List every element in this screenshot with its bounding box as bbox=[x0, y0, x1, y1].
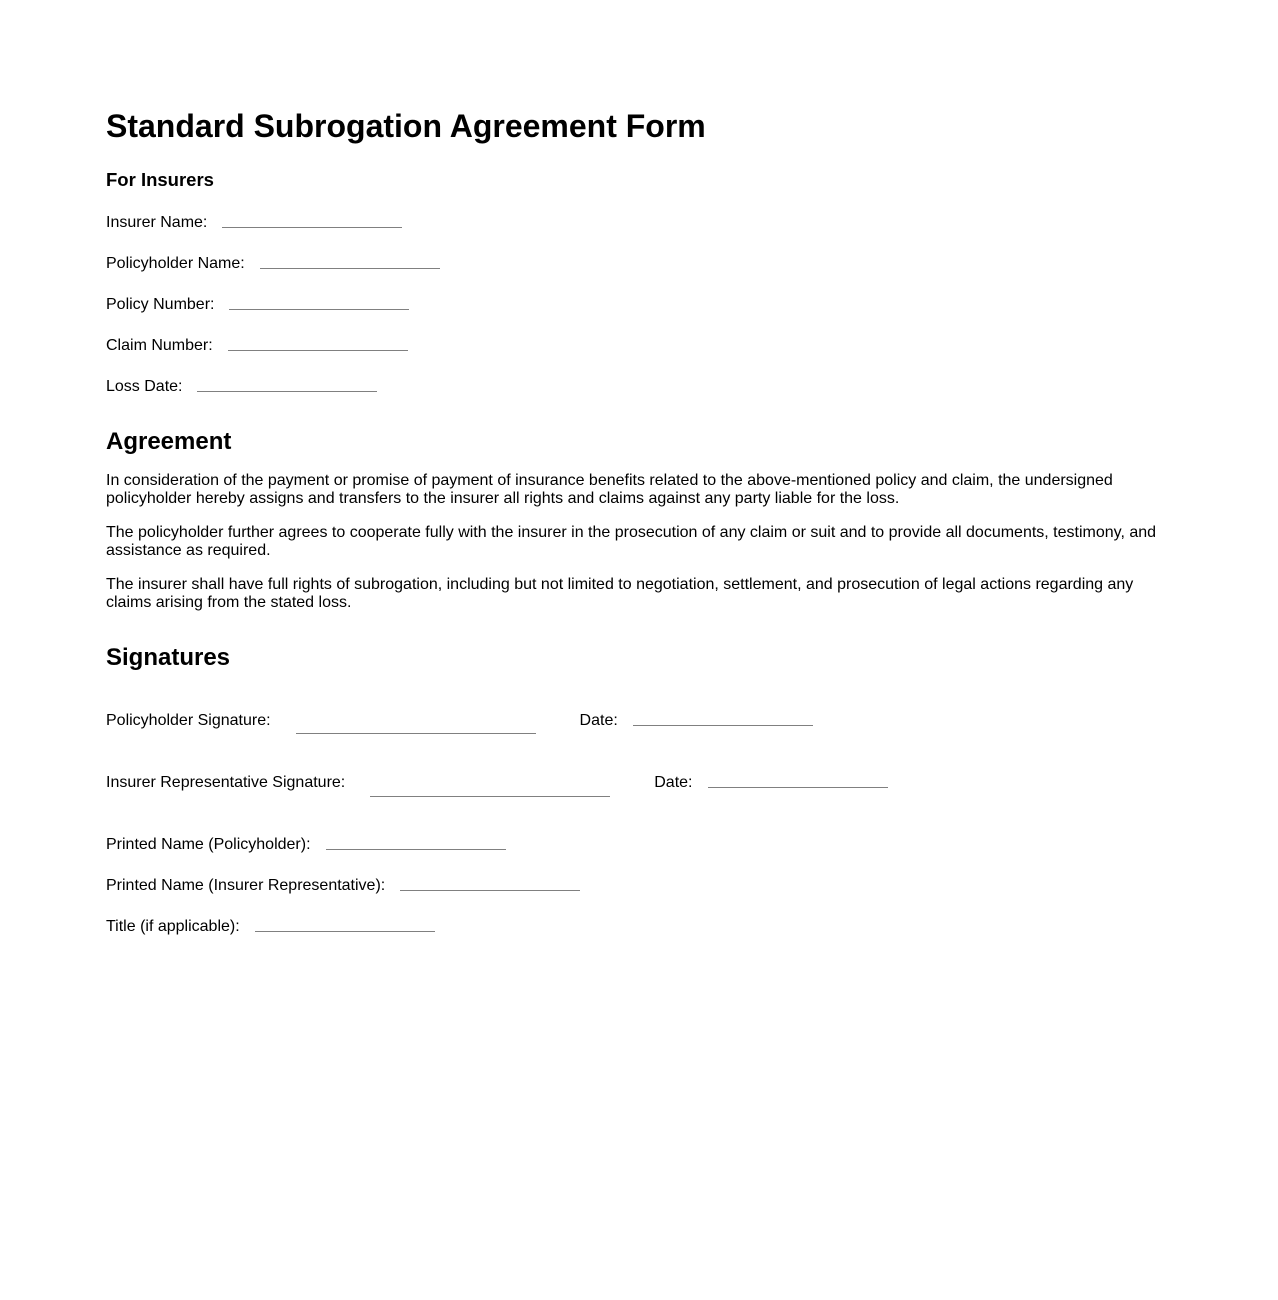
insurer-signature-row bbox=[106, 774, 888, 797]
policyholder-name-label: Policyholder Name: bbox=[106, 255, 245, 272]
policyholder-signature-row bbox=[106, 712, 813, 734]
policyholder-date-label: Date: bbox=[579, 712, 618, 729]
policyholder-signature-input[interactable] bbox=[296, 733, 536, 734]
policyholder-name-field bbox=[106, 255, 440, 273]
insurer-date-label: Date: bbox=[654, 774, 693, 791]
policy-number-label: Policy Number: bbox=[106, 296, 215, 313]
insurer-name-input[interactable] bbox=[222, 227, 402, 228]
printed-name-insurer-input[interactable] bbox=[400, 890, 580, 891]
insurer-signature-label: Insurer Representative Signature: bbox=[106, 774, 346, 791]
printed-name-policyholder-label: Printed Name (Policyholder): bbox=[106, 836, 311, 853]
policy-number-field bbox=[106, 296, 409, 314]
printed-name-policyholder-input[interactable] bbox=[326, 849, 506, 850]
title-field bbox=[106, 918, 435, 936]
insurer-name-label: Insurer Name: bbox=[106, 214, 208, 231]
agreement-heading: Agreement bbox=[106, 428, 232, 455]
loss-date-label: Loss Date: bbox=[106, 378, 183, 395]
policyholder-name-input[interactable] bbox=[260, 268, 440, 269]
agreement-paragraph-1: In consideration of the payment or promise of payment of insurance benefits related to the above-mentioned policy and claim, the undersigned policyholder hereby assigns and transfers to the insurer all rights and claims against any party liable for the loss. bbox=[106, 472, 1113, 507]
printed-name-insurer-field bbox=[106, 877, 580, 895]
insurer-date-input[interactable] bbox=[708, 787, 888, 788]
agreement-paragraph-3: The insurer shall have full rights of subrogation, including but not limited to negotiation, settlement, and prosecution of legal actions regarding any claims arising from the stated loss. bbox=[106, 576, 1134, 611]
policyholder-signature-label: Policyholder Signature: bbox=[106, 712, 271, 729]
loss-date-field bbox=[106, 378, 377, 396]
claim-number-field bbox=[106, 337, 408, 355]
insurer-signature-input[interactable] bbox=[370, 796, 610, 797]
printed-name-insurer-label: Printed Name (Insurer Representative): bbox=[106, 877, 386, 894]
policy-number-input[interactable] bbox=[229, 309, 409, 310]
agreement-paragraph-2: The policyholder further agrees to cooperate fully with the insurer in the prosecution of any claim or suit and to provide all documents, testimony, and assistance as required. bbox=[106, 524, 1157, 559]
title-label: Title (if applicable): bbox=[106, 918, 240, 935]
document-title: Standard Subrogation Agreement Form bbox=[106, 108, 706, 144]
loss-date-input[interactable] bbox=[197, 391, 377, 392]
signatures-heading: Signatures bbox=[106, 644, 231, 671]
policyholder-date-input[interactable] bbox=[633, 725, 813, 726]
title-input[interactable] bbox=[255, 931, 435, 932]
insurer-name-field bbox=[106, 214, 402, 232]
claim-number-label: Claim Number: bbox=[106, 337, 213, 354]
claim-number-input[interactable] bbox=[228, 350, 408, 351]
document-subtitle: For Insurers bbox=[106, 169, 214, 190]
printed-name-policyholder-field bbox=[106, 836, 506, 854]
